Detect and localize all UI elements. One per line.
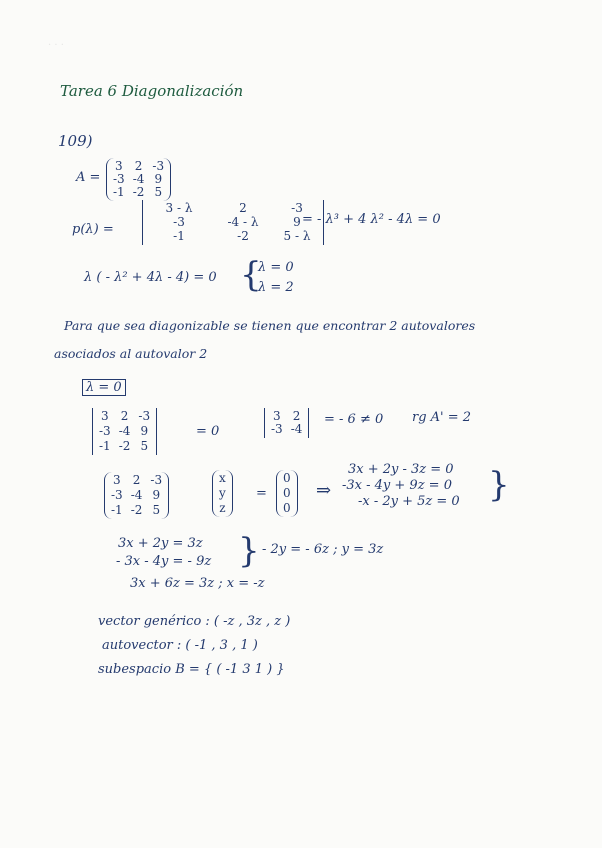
var-cell: x — [219, 471, 226, 485]
problem-number: 109) — [58, 132, 93, 150]
a-cell: 3 — [115, 159, 123, 173]
minor-eq: = - 6 ≠ 0 — [324, 412, 384, 427]
det-a-eq: = 0 — [196, 424, 220, 439]
system-eq-1: 3x + 2y - 3z = 0 — [348, 462, 454, 477]
p-cell: 2 — [239, 201, 247, 215]
a-cell: 9 — [154, 172, 163, 186]
s-cell: -3 — [111, 488, 123, 502]
d-cell: -3 — [99, 424, 111, 438]
system-equals: = — [256, 486, 267, 501]
implies-arrow: ⇒ — [316, 480, 332, 501]
s-cell: -4 — [130, 488, 143, 502]
minor-grid — [271, 410, 302, 436]
zero-cell: 0 — [283, 501, 291, 515]
p-cell: 3 - λ — [165, 201, 193, 215]
s-cell: 9 — [152, 488, 161, 502]
note-line-2: asociados al autovalor 2 — [54, 346, 208, 361]
char-poly-det — [142, 200, 324, 245]
d-cell: -2 — [118, 439, 131, 453]
root-2: λ = 2 — [258, 280, 294, 295]
system-grid — [111, 474, 162, 517]
s-cell: -2 — [130, 503, 143, 517]
p-cell: -3 — [291, 201, 303, 215]
reduced-line-3: 3x + 6z = 3z ; x = -z — [130, 576, 265, 591]
vars-vector — [212, 470, 233, 517]
d-cell: 9 — [140, 424, 149, 438]
m-cell: 2 — [292, 409, 301, 423]
char-poly-result: = - λ³ + 4 λ² - 4λ = 0 — [302, 212, 441, 227]
d-cell: -3 — [138, 409, 151, 423]
char-poly-label: p(λ) = — [72, 222, 114, 237]
p-cell: 9 — [293, 215, 301, 229]
d-cell: 2 — [120, 409, 129, 423]
zero-cell: 0 — [283, 486, 291, 500]
header-mark: · · · — [48, 40, 64, 51]
matrix-a-label: A = — [76, 170, 101, 185]
matrix-a-grid — [113, 160, 164, 199]
d-cell: 5 — [140, 439, 149, 453]
m-cell: 3 — [273, 409, 281, 423]
rank: rg A' = 2 — [412, 410, 472, 425]
det-a-grid — [99, 410, 150, 453]
var-cell: y — [219, 486, 226, 500]
system-eq-2: -3x - 4y + 9z = 0 — [342, 478, 452, 493]
p-cell: -4 - λ — [227, 215, 259, 229]
vector-generico: vector genérico : ( -z , 3z , z ) — [98, 614, 291, 629]
zeros-grid — [283, 472, 291, 515]
reduced-brace: { — [238, 531, 260, 571]
a-cell: -3 — [152, 159, 165, 173]
vars-grid — [219, 472, 226, 515]
minor-det — [264, 408, 309, 438]
reduced-eq-1: 3x + 2y = 3z — [118, 536, 203, 551]
note-line-1: Para que sea diagonizable se tienen que encontrar 2 autovalores — [64, 318, 476, 333]
case-label-box: λ = 0 — [82, 379, 126, 396]
d-cell: -1 — [99, 439, 111, 453]
d-cell: -4 — [118, 424, 131, 438]
root-1: λ = 0 — [258, 260, 294, 275]
m-cell: -3 — [271, 422, 283, 436]
var-cell: z — [219, 501, 226, 515]
matrix-a — [106, 158, 171, 201]
a-cell: -3 — [113, 172, 125, 186]
d-cell: 3 — [101, 409, 109, 423]
system-matrix — [104, 472, 169, 519]
reduced-result: - 2y = - 6z ; y = 3z — [262, 542, 384, 557]
char-poly-grid — [149, 202, 317, 243]
reduced-eq-2: - 3x - 4y = - 9z — [116, 554, 212, 569]
det-a — [92, 408, 157, 455]
zero-cell: 0 — [283, 471, 291, 485]
s-cell: 5 — [152, 503, 161, 517]
m-cell: -4 — [290, 422, 303, 436]
a-cell: -1 — [113, 185, 125, 199]
factor-lhs: λ ( - λ² + 4λ - 4) = 0 — [84, 270, 217, 285]
p-cell: -2 — [237, 229, 249, 243]
subespacio: subespacio B = { ( -1 3 1 ) } — [98, 662, 285, 677]
a-cell: 5 — [154, 185, 163, 199]
system-brace: { — [488, 465, 510, 505]
s-cell: 2 — [132, 473, 141, 487]
a-cell: -2 — [132, 185, 145, 199]
a-cell: 2 — [134, 159, 143, 173]
factor-brace: { — [240, 255, 262, 295]
page-title: Tarea 6 Diagonalización — [60, 82, 244, 100]
p-cell: -1 — [173, 229, 185, 243]
s-cell: 3 — [113, 473, 121, 487]
autovector: autovector : ( -1 , 3 , 1 ) — [102, 638, 258, 653]
zeros-vector — [276, 470, 298, 517]
case-label — [82, 380, 126, 395]
a-cell: -4 — [132, 172, 145, 186]
p-cell: -3 — [173, 215, 185, 229]
s-cell: -1 — [111, 503, 123, 517]
system-eq-3: -x - 2y + 5z = 0 — [358, 494, 460, 509]
p-cell: 5 - λ — [283, 229, 311, 243]
s-cell: -3 — [150, 473, 163, 487]
